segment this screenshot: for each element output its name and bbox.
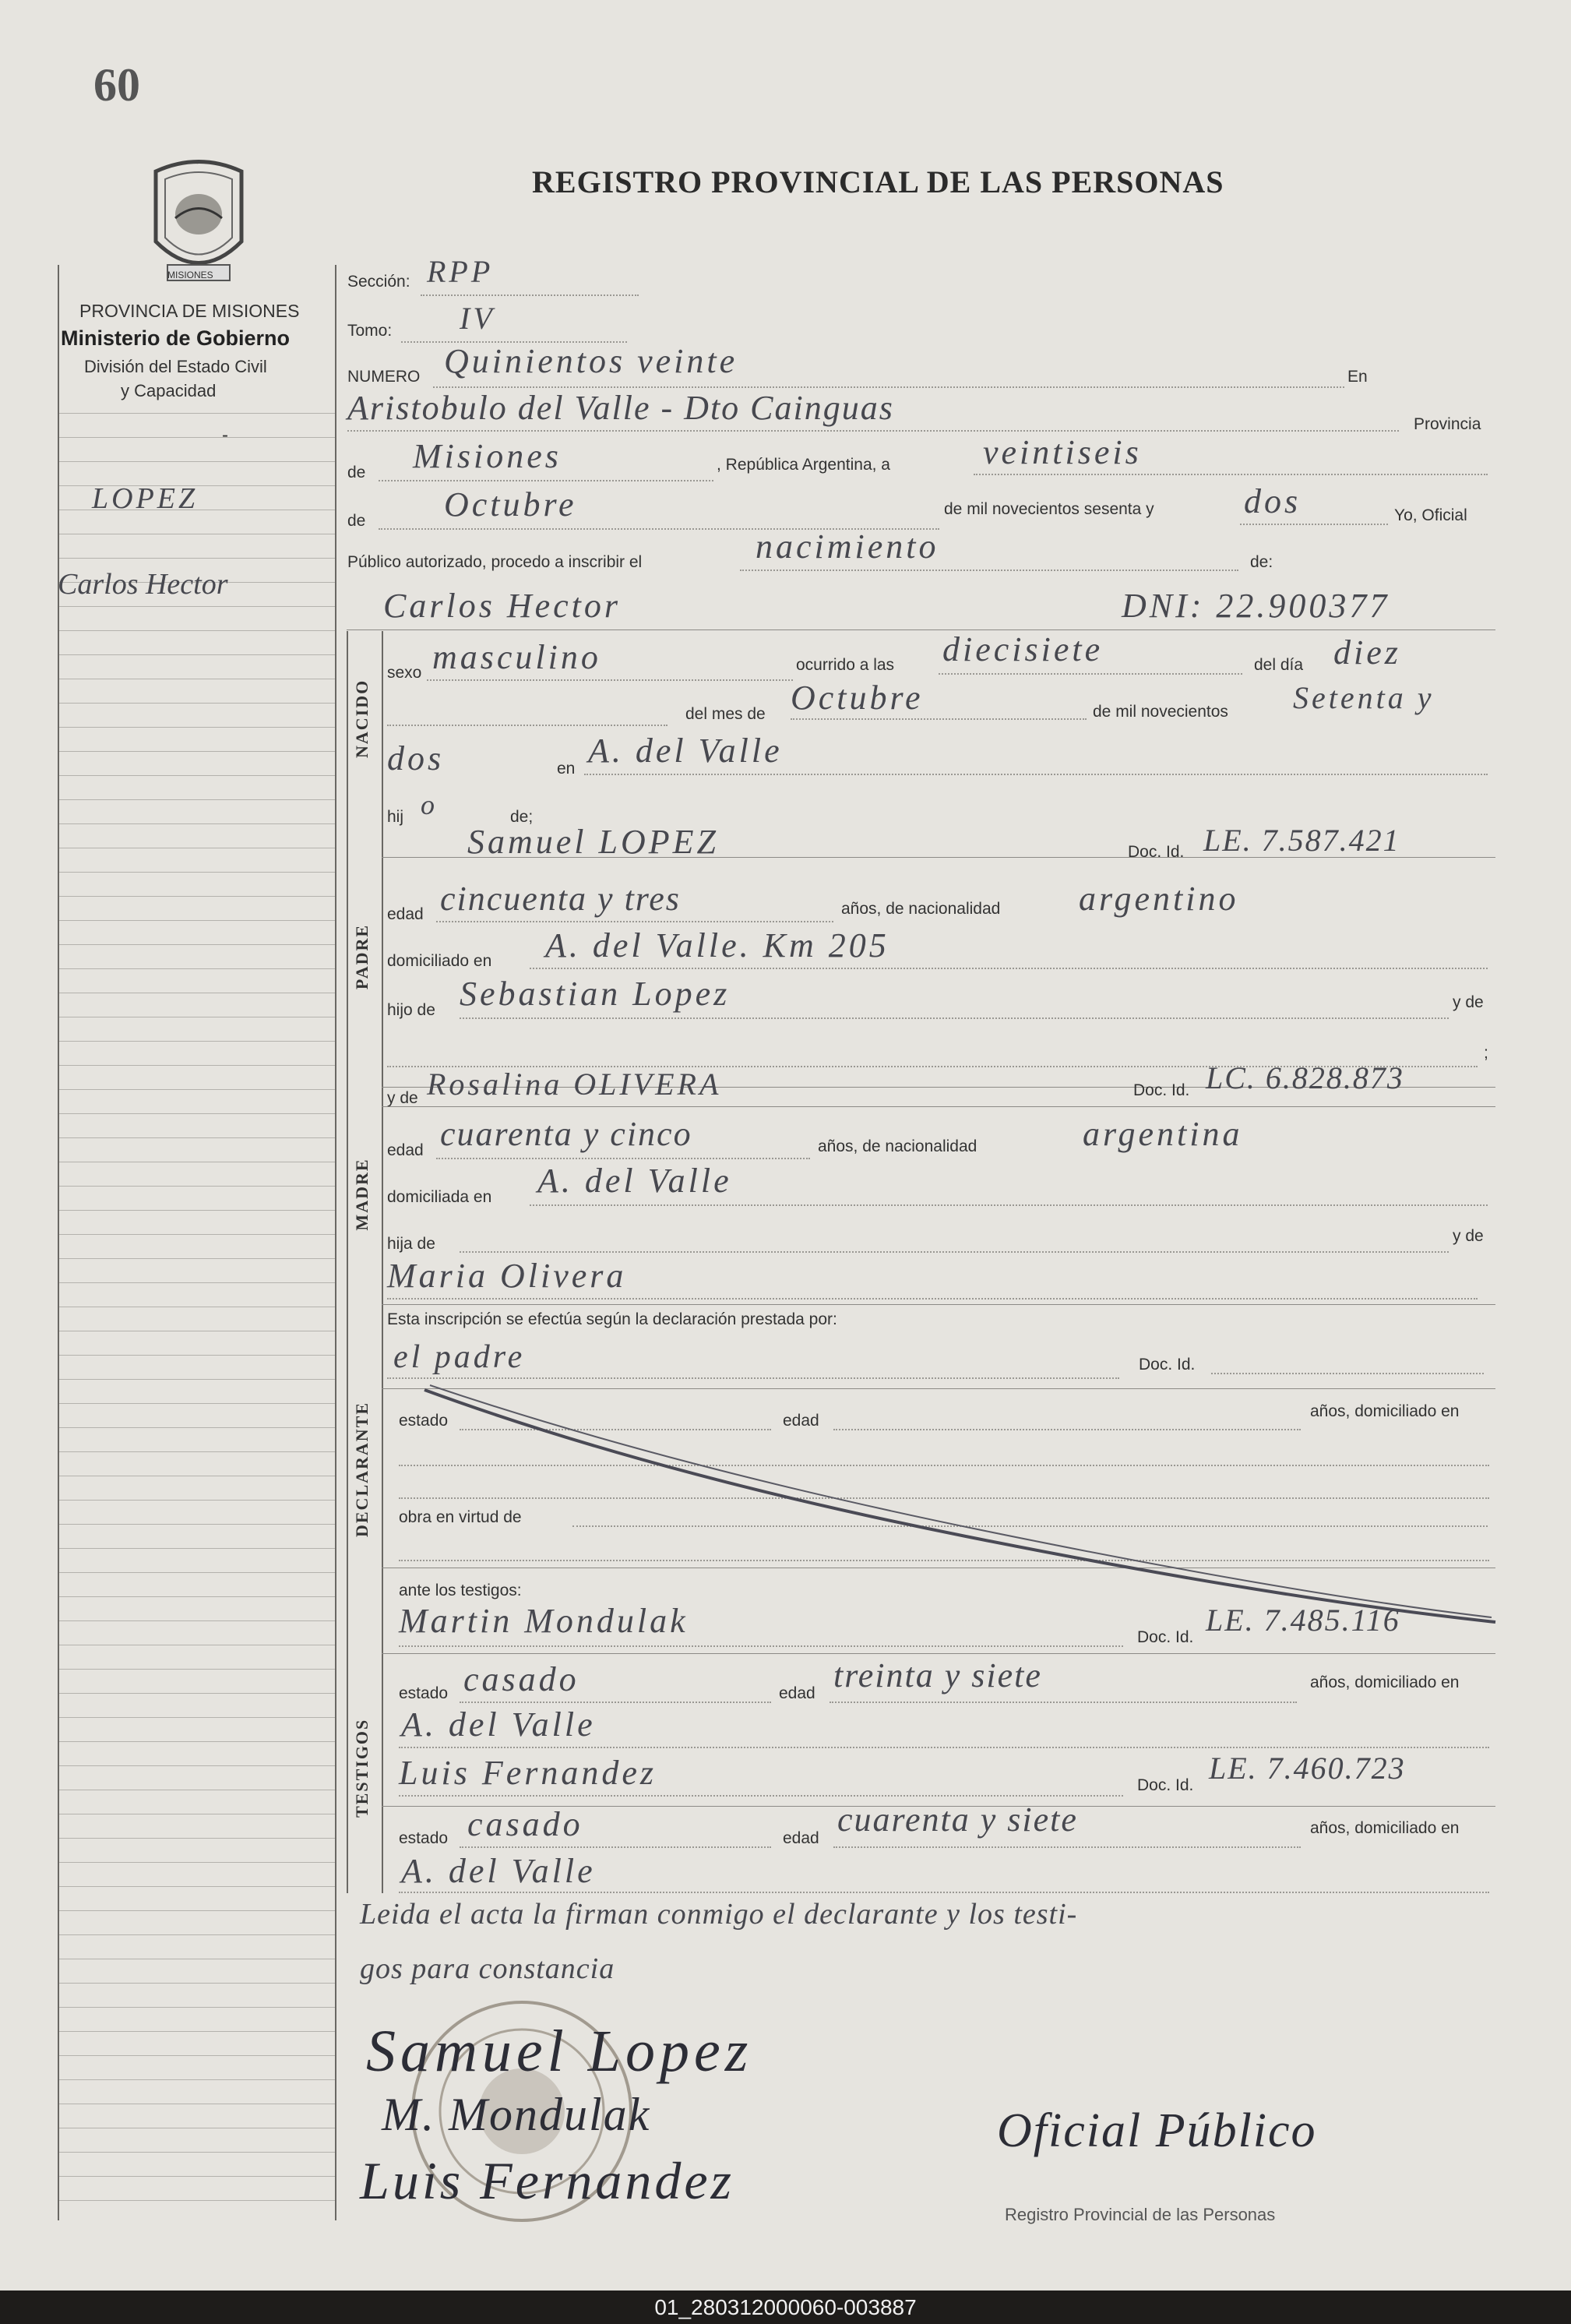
form-left-border <box>347 631 348 1893</box>
margin-ruled-line <box>58 1041 335 1042</box>
testigo2-doc-label: Doc. Id. <box>1137 1776 1194 1794</box>
testigo1-edad-line <box>830 1702 1297 1703</box>
form-top-rule <box>347 629 1495 630</box>
padre-nombre: Samuel LOPEZ <box>467 823 719 861</box>
madre-edad-line <box>436 1158 810 1159</box>
dni-value: DNI: 22.900377 <box>1122 587 1390 625</box>
seccion-value: RPP <box>427 254 494 289</box>
en-lbl: en <box>557 760 576 778</box>
testigo1-dom-value: A. del Valle <box>401 1705 596 1744</box>
cierre-line-2: gos para constancia <box>360 1952 615 1985</box>
margin-left-border <box>58 265 59 2220</box>
testigos-top-rule <box>382 1653 1495 1654</box>
margin-ruled-line <box>58 1524 335 1525</box>
de-label-1: de <box>347 464 366 481</box>
margin-ruled-line <box>58 1717 335 1718</box>
testigo2-dom-value: A. del Valle <box>401 1852 596 1890</box>
madre-nac-value: argentina <box>1083 1115 1243 1153</box>
testigo1-nombre: Martin Mondulak <box>399 1602 689 1640</box>
madre-nombre: Rosalina OLIVERA <box>427 1067 722 1102</box>
margin-ruled-line <box>58 1765 335 1766</box>
madre-bottom-rule <box>382 1304 1495 1305</box>
cierre-line-1: Leida el acta la firman conmigo el declarante y los testi- <box>360 1898 1078 1931</box>
madre-hija-de-label: hija de <box>387 1235 435 1253</box>
margin-ruled-line <box>58 872 335 873</box>
margin-ruled-line <box>58 1258 335 1259</box>
margin-ruled-line <box>58 654 335 655</box>
obra-label: obra en virtud de <box>399 1508 522 1526</box>
testigo2-estado-label: estado <box>399 1829 449 1847</box>
padre-padre-line <box>460 1017 1449 1019</box>
margin-ruled-line <box>58 968 335 969</box>
padre-hijo-de-label: hijo de <box>387 1001 435 1019</box>
margin-ruled-line <box>58 1065 335 1066</box>
margin-ruled-line <box>58 1113 335 1114</box>
mes-line <box>791 718 1087 720</box>
testigo2-estado-value: casado <box>467 1805 583 1843</box>
padre-dom-label: domiciliado en <box>387 952 492 970</box>
signature-1: Samuel Lopez <box>366 2019 753 2084</box>
declarante-doc-line <box>1211 1373 1484 1374</box>
fecha-dia-line <box>974 474 1488 475</box>
lugar-value: A. del Valle <box>588 732 783 770</box>
madre-madre-line <box>387 1298 1478 1300</box>
margin-ruled-line <box>58 1741 335 1742</box>
section-testigos: TESTIGOS <box>352 1718 372 1818</box>
testigo1-dom-line <box>399 1747 1489 1748</box>
inscripcion-label: Esta inscripción se efectúa según la declaración prestada por: <box>387 1310 837 1328</box>
margin-ruled-line <box>58 1234 335 1235</box>
madre-dom-label: domiciliada en <box>387 1188 492 1206</box>
hijo-label: hij <box>387 808 404 826</box>
page-title: REGISTRO PROVINCIAL DE LAS PERSONAS <box>532 164 1224 199</box>
margin-ruled-line <box>58 1451 335 1452</box>
margin-given-names: Carlos Hector <box>58 568 228 601</box>
image-id-footer: 01_280312000060-003887 <box>0 2290 1571 2324</box>
margin-ruled-line <box>58 1620 335 1621</box>
madre-edad-value: cuarenta y cinco <box>440 1115 692 1153</box>
margin-ruled-line <box>58 1379 335 1380</box>
margin-ruled-line <box>58 413 335 414</box>
margin-ruled-line <box>58 1693 335 1694</box>
declarante-anos-label: años, domiciliado en <box>1310 1402 1460 1420</box>
margin-ruled-line <box>58 2152 335 2153</box>
margin-surname: LOPEZ <box>92 482 199 515</box>
mil-novecientos-label: de mil novecientos sesenta y <box>944 500 1154 518</box>
provincia-de-value: Misiones <box>413 437 562 475</box>
division-label-line1: División del Estado Civil <box>84 357 267 376</box>
declarante-value: el padre <box>393 1339 526 1375</box>
margin-ruled-line <box>58 1886 335 1887</box>
declarante-line <box>387 1377 1119 1379</box>
margin-ruled-line <box>58 1137 335 1138</box>
acto-value: nacimiento <box>756 527 939 566</box>
testigo1-doc-value: LE. 7.485.116 <box>1206 1603 1400 1638</box>
nacido-blank-line <box>387 725 667 726</box>
margin-ruled-line <box>58 2200 335 2201</box>
testigo2-dom-line <box>399 1892 1489 1893</box>
margin-ruled-line <box>58 1934 335 1935</box>
de-colon-label: de: <box>1250 553 1273 571</box>
division-label-line2: y Capacidad <box>121 381 217 400</box>
margin-ruled-line <box>58 1355 335 1356</box>
padre-padre-value: Sebastian Lopez <box>460 975 731 1013</box>
form-inner-border <box>382 631 383 1893</box>
sexo-label: sexo <box>387 664 422 682</box>
page-number: 60 <box>93 59 140 111</box>
testigo2-nombre: Luis Fernandez <box>399 1754 657 1792</box>
fecha-mes-value: Octubre <box>444 485 577 524</box>
section-padre: PADRE <box>352 923 372 990</box>
testigo2-anos-label: años, domiciliado en <box>1310 1819 1460 1837</box>
numero-value: Quinientos veinte <box>444 342 738 380</box>
madre-y-de-2-label: y de <box>1453 1227 1484 1245</box>
margin-right-border <box>335 265 336 2220</box>
province-label: PROVINCIA DE MISIONES <box>79 301 300 321</box>
hijo-suffix: o <box>421 789 438 820</box>
declarante-doc-label: Doc. Id. <box>1139 1356 1196 1374</box>
margin-ruled-line <box>58 1862 335 1863</box>
declarante-edad-label: edad <box>783 1412 819 1430</box>
margin-ruled-line <box>58 2055 335 2056</box>
margin-ruled-line <box>58 558 335 559</box>
padre-doc-label: Doc. Id. <box>1128 843 1185 861</box>
margin-ruled-line <box>58 751 335 752</box>
ministry-label: Ministerio de Gobierno <box>61 326 291 350</box>
hora-line <box>939 673 1242 675</box>
localidad-value: Aristobulo del Valle - Dto Cainguas <box>347 389 894 427</box>
sexo-value: masculino <box>432 638 601 676</box>
acto-line <box>740 570 1238 571</box>
margin-dash: - <box>222 425 228 446</box>
margin-ruled-line <box>58 1282 335 1283</box>
seal-label: MISIONES <box>167 270 213 280</box>
fecha-anio-line <box>1240 524 1388 525</box>
margin-ruled-line <box>58 775 335 776</box>
margin-ruled-line <box>58 1403 335 1404</box>
padre-edad-label: edad <box>387 905 424 923</box>
madre-top-rule <box>382 1106 1495 1107</box>
de-mil-novecientos-label: de mil novecientos <box>1093 703 1228 721</box>
madre-edad-label: edad <box>387 1141 424 1159</box>
madre-doc-label: Doc. Id. <box>1133 1081 1190 1099</box>
numero-label: NUMERO <box>347 368 421 386</box>
padre-nac-label: años, de nacionalidad <box>841 900 1001 918</box>
lugar-line <box>584 774 1488 775</box>
madre-madre-value: Maria Olivera <box>387 1257 627 1295</box>
padre-edad-value: cincuenta y tres <box>440 880 681 918</box>
testigo1-estado-value: casado <box>463 1660 579 1698</box>
republica-label: , República Argentina, a <box>717 456 890 474</box>
padre-dom-value: A. del Valle. Km 205 <box>545 926 889 965</box>
fecha-dia-value: veintiseis <box>983 433 1142 471</box>
section-declarante: DECLARANTE <box>352 1401 372 1537</box>
margin-ruled-line <box>58 1572 335 1573</box>
testigo2-estado-line <box>460 1846 771 1848</box>
margin-ruled-line <box>58 2007 335 2008</box>
margin-ruled-line <box>58 823 335 824</box>
madre-hija-line <box>460 1251 1449 1253</box>
anio-a-value: Setenta y <box>1293 680 1435 715</box>
padre-semicolon: ; <box>1484 1044 1488 1062</box>
ocurrido-label: ocurrido a las <box>796 656 895 674</box>
de-semi-label: de; <box>510 808 534 826</box>
testigo2-edad-value: cuarenta y siete <box>837 1800 1078 1839</box>
madre-nac-label: años, de nacionalidad <box>818 1137 977 1155</box>
provincia-label: Provincia <box>1414 415 1481 433</box>
margin-ruled-line <box>58 944 335 945</box>
declarante-estado-label: estado <box>399 1412 449 1430</box>
testigo2-doc-value: LE. 7.460.723 <box>1209 1751 1406 1786</box>
testigo1-estado-label: estado <box>399 1684 449 1702</box>
margin-ruled-line <box>58 920 335 921</box>
signature-3: Luis Fernandez <box>360 2151 734 2210</box>
localidad-line <box>347 430 1399 432</box>
tomo-value: IV <box>460 301 495 336</box>
margin-ruled-line <box>58 606 335 607</box>
anio-b-value: dos <box>387 739 445 778</box>
tomo-label: Tomo: <box>347 322 393 340</box>
hora-value: diecisiete <box>942 630 1104 668</box>
padre-dom-line <box>530 968 1488 969</box>
testigo2-edad-label: edad <box>783 1829 819 1847</box>
margin-ruled-line <box>58 437 335 438</box>
margin-ruled-line <box>58 1210 335 1211</box>
testigo1-edad-label: edad <box>779 1684 815 1702</box>
publico-label: Público autorizado, procedo a inscribir el <box>347 553 643 571</box>
margin-ruled-line <box>58 1500 335 1501</box>
fecha-anio-value: dos <box>1244 482 1302 520</box>
padre-nac-value: argentino <box>1079 880 1239 918</box>
official-stamp-text: Registro Provincial de las Personas <box>1005 2205 1276 2224</box>
margin-ruled-line <box>58 630 335 631</box>
testigo1-doc-label: Doc. Id. <box>1137 1628 1194 1646</box>
madre-y-de-label: y de <box>387 1089 418 1107</box>
cancel-stroke <box>421 1381 1503 1630</box>
seccion-line <box>421 294 639 296</box>
sexo-line <box>427 679 793 681</box>
margin-ruled-line <box>58 1186 335 1187</box>
margin-ruled-line <box>58 1983 335 1984</box>
padre-y-de-label: y de <box>1453 993 1484 1011</box>
yo-oficial-label: Yo, Oficial <box>1394 506 1467 524</box>
dia-value: diez <box>1333 633 1401 672</box>
provincia-de-line <box>379 480 713 481</box>
section-madre: MADRE <box>352 1158 372 1231</box>
margin-ruled-line <box>58 1089 335 1090</box>
de-label-2: de <box>347 512 366 530</box>
section-nacido: NACIDO <box>352 679 372 758</box>
padre-doc-value: LE. 7.587.421 <box>1203 823 1400 858</box>
ante-testigos-label: ante los testigos: <box>399 1582 522 1599</box>
margin-ruled-line <box>58 799 335 800</box>
margin-ruled-line <box>58 727 335 728</box>
testigo1-anos-label: años, domiciliado en <box>1310 1673 1460 1691</box>
testigo1-estado-line <box>460 1702 771 1703</box>
seccion-label: Sección: <box>347 273 410 291</box>
nombre-value: Carlos Hector <box>383 587 621 625</box>
del-dia-label: del día <box>1254 656 1304 674</box>
testigo1-edad-value: treinta y siete <box>833 1656 1042 1695</box>
margin-ruled-line <box>58 1669 335 1670</box>
testigo1-line <box>399 1645 1123 1647</box>
padre-edad-line <box>436 921 833 922</box>
margin-ruled-line <box>58 1838 335 1839</box>
testigo2-edad-line <box>833 1846 1301 1848</box>
madre-doc-value: LC. 6.828.873 <box>1206 1060 1404 1095</box>
madre-dom-line <box>530 1204 1488 1206</box>
margin-ruled-line <box>58 1596 335 1597</box>
margin-ruled-line <box>58 703 335 704</box>
province-seal-icon <box>140 156 257 288</box>
margin-ruled-line <box>58 2031 335 2032</box>
margin-ruled-line <box>58 2079 335 2080</box>
margin-ruled-line <box>58 1548 335 1549</box>
mes-value: Octubre <box>791 679 924 717</box>
margin-ruled-line <box>58 2176 335 2177</box>
en-label: En <box>1347 368 1368 386</box>
margin-ruled-line <box>58 896 335 897</box>
margin-ruled-line <box>58 1910 335 1911</box>
testigo2-line <box>399 1795 1123 1797</box>
madre-dom-value: A. del Valle <box>537 1162 732 1200</box>
signature-4: Oficial Público <box>997 2104 1317 2157</box>
margin-ruled-line <box>58 461 335 462</box>
margin-ruled-line <box>58 1427 335 1428</box>
del-mes-label: del mes de <box>685 705 766 723</box>
signature-2: M. Mondulak <box>382 2089 651 2140</box>
